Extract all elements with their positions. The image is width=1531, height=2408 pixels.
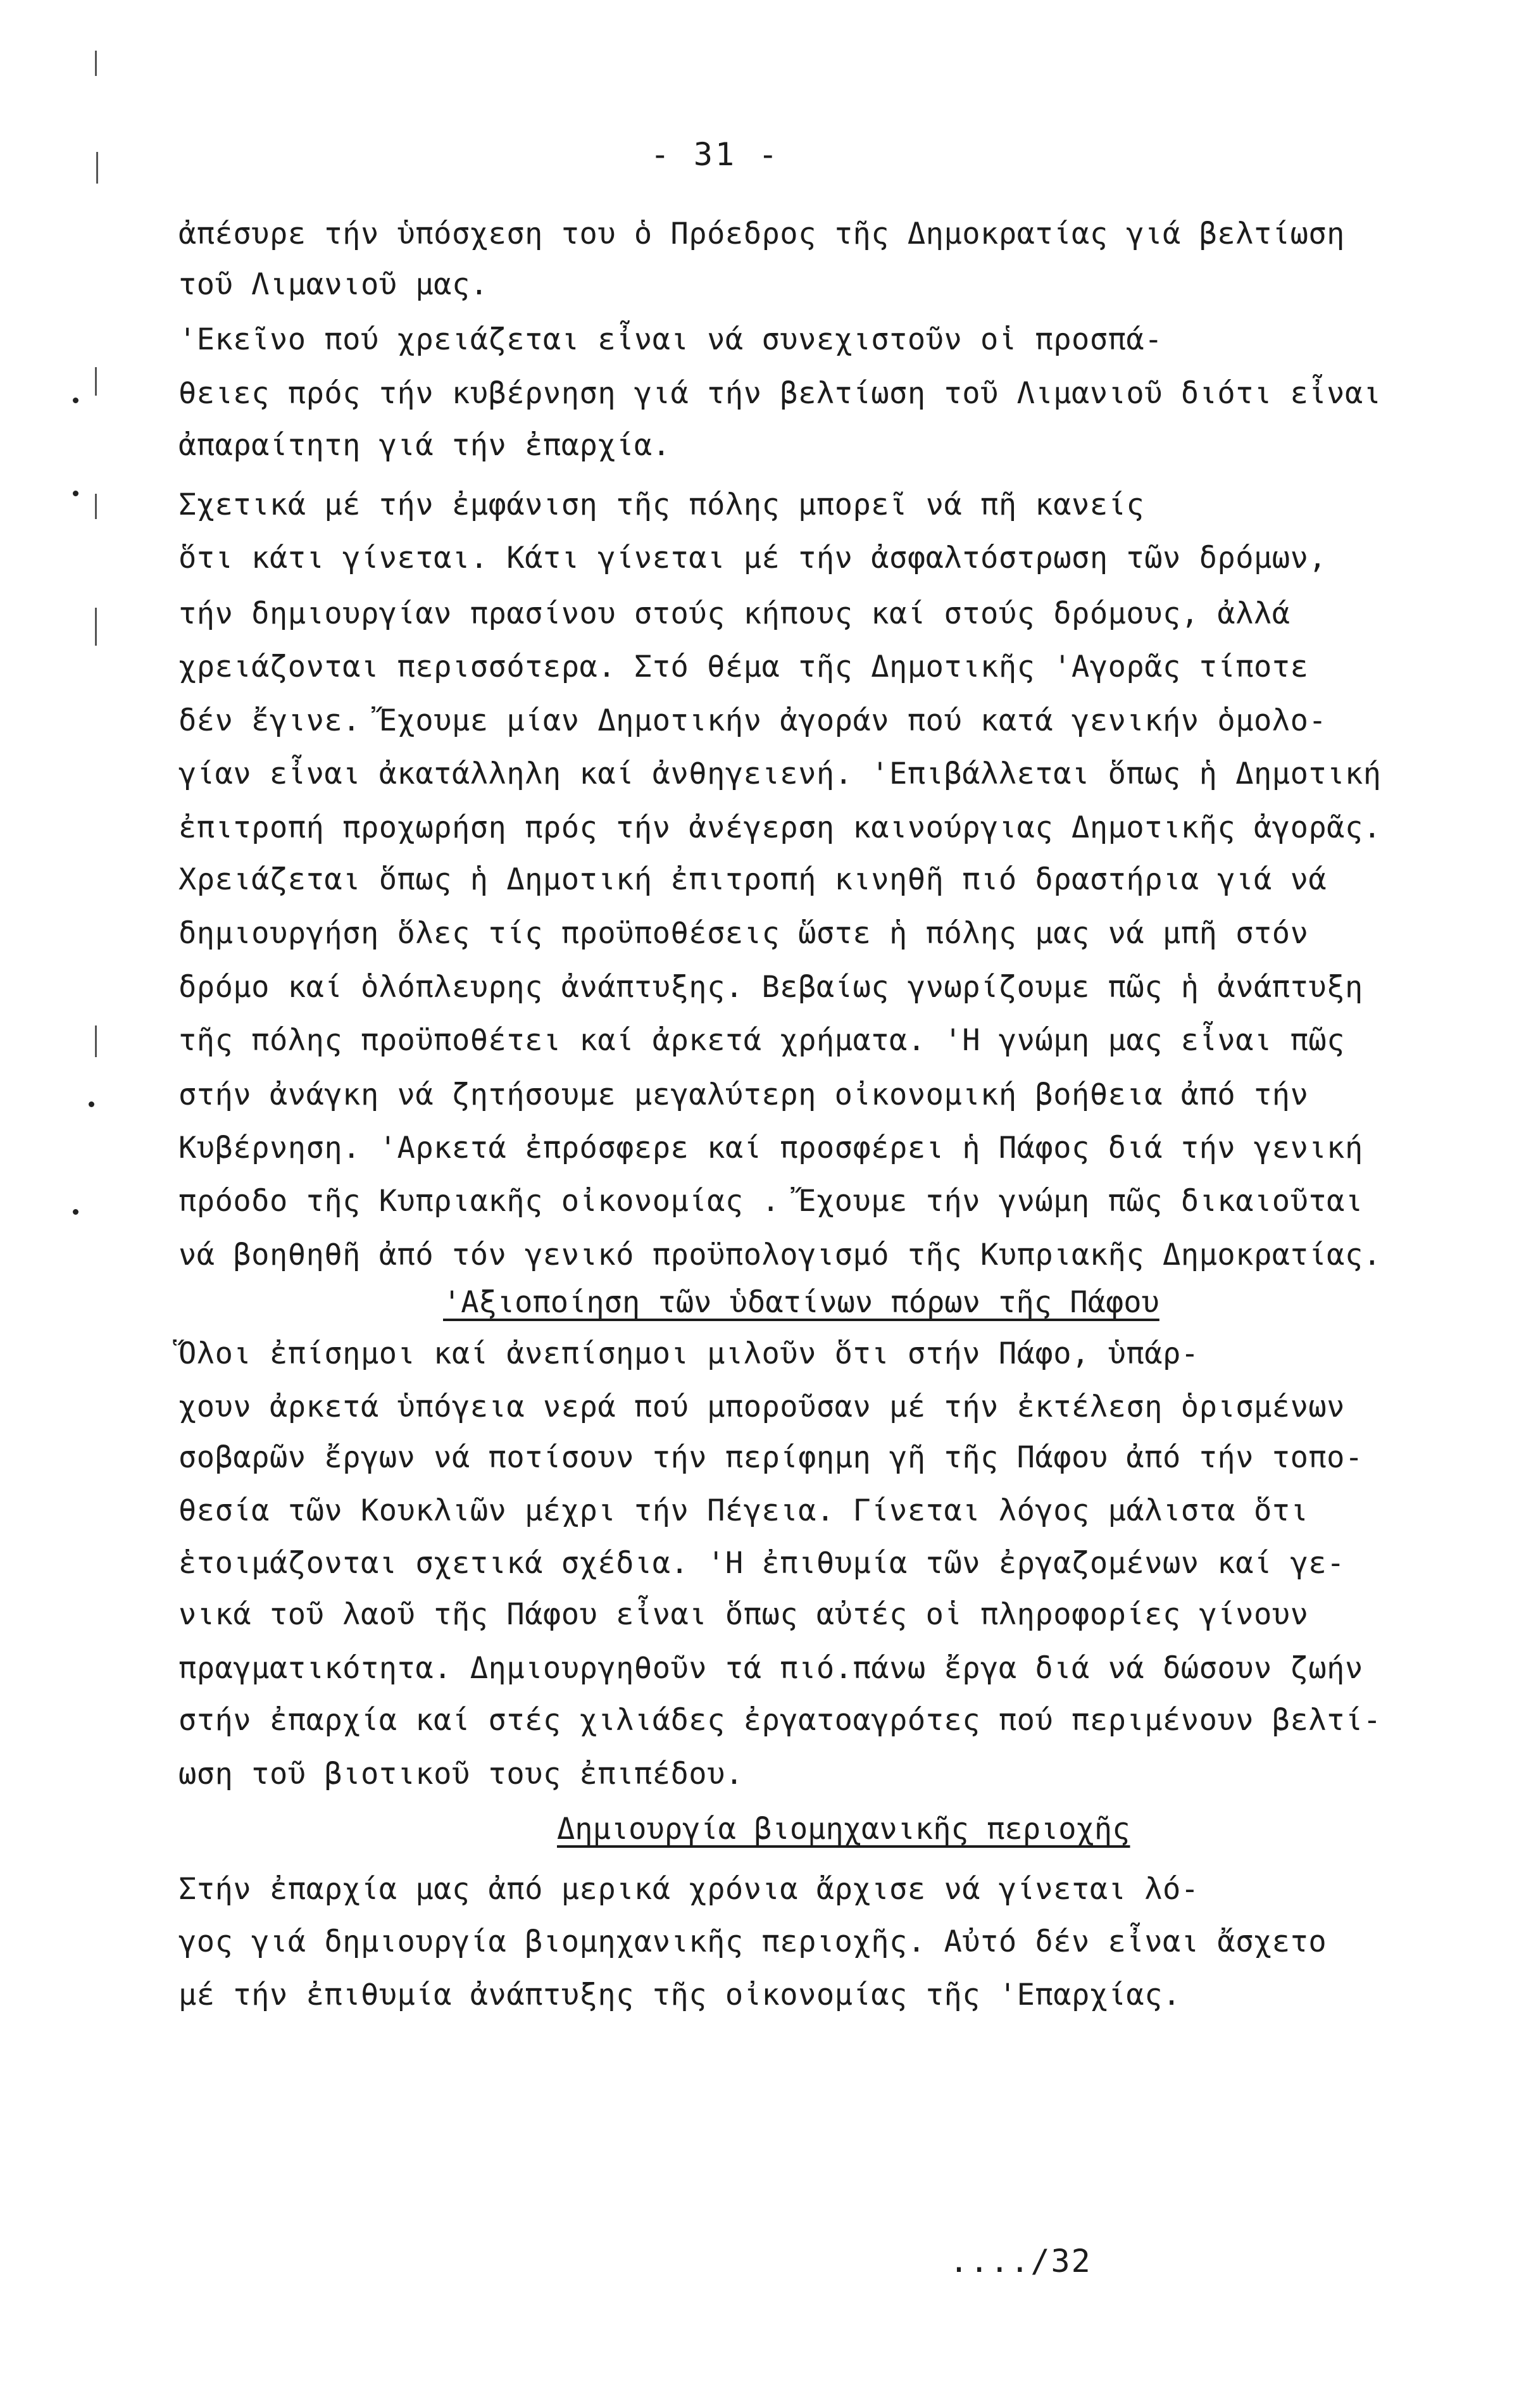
text-line: θειες πρός τήν κυβέρνηση γιά τήν βελτίωση τοῦ Λιμανιοῦ διότι εἶναι	[178, 376, 1382, 411]
text-line: στήν ἐπαρχία καί στές χιλιάδες ἐργατοαγρότες πού περιμένουν βελτί-	[178, 1703, 1382, 1738]
text-line: ὅτι κάτι γίνεται. Κάτι γίνεται μέ τήν ἀσφαλτόστρωση τῶν δρόμων,	[178, 541, 1327, 575]
text-line: ἀπέσυρε τήν ὑπόσχεση του ὁ Πρόεδρος τῆς Δημοκρατίας γιά βελτίωση	[178, 216, 1345, 251]
text-line: πρόοδο τῆς Κυπριακῆς οἰκονομίας . Ἔχουμε τήν γνώμη πῶς δικαιοῦται	[178, 1184, 1363, 1219]
scan-mark	[95, 367, 97, 396]
text-line: ἀπαραίτητη γιά τήν ἐπαρχία.	[178, 428, 671, 463]
text-line: δέν ἔγινε. Ἔχουμε μίαν Δημοτικήν ἀγοράν πού κατά γενικήν ὁμολο-	[178, 703, 1327, 738]
text-line: νικά τοῦ λαοῦ τῆς Πάφου εἶναι ὅπως αὐτές οἱ πληροφορίες γίνουν	[178, 1597, 1309, 1632]
text-line: τήν δημιουργίαν πρασίνου στούς κήπους καί στούς δρόμους, ἀλλά	[178, 596, 1290, 631]
text-line: χρειάζονται περισσότερα. Στό θέμα τῆς Δημοτικῆς 'Αγορᾶς τίποτε	[178, 649, 1309, 684]
text-line: Ὅλοι ἐπίσημοι καί ἀνεπίσημοι μιλοῦν ὅτι στήν Πάφο, ὑπάρ-	[178, 1336, 1199, 1371]
scan-mark	[95, 51, 97, 76]
scan-mark	[95, 608, 97, 646]
scan-dot	[73, 1209, 78, 1215]
text-line: δημιουργήση ὅλες τίς προϋποθέσεις ὥστε ἡ πόλης μας νά μπῆ στόν	[178, 916, 1309, 951]
text-line: θεσία τῶν Κουκλιῶν μέχρι τήν Πέγεια. Γίνεται λόγος μάλιστα ὅτι	[178, 1493, 1309, 1528]
text-line: τοῦ Λιμανιοῦ μας.	[178, 267, 489, 302]
text-line: ἐπιτροπή προχωρήση πρός τήν ἀνέγερση καινούργιας Δημοτικῆς ἀγορᾶς.	[178, 810, 1382, 845]
continuation-marker: ..../32	[949, 2243, 1092, 2279]
text-line: σοβαρῶν ἔργων νά ποτίσουν τήν περίφημη γῆ τῆς Πάφου ἀπό τήν τοπο-	[178, 1440, 1363, 1475]
text-line: νά βοηθηθῆ ἀπό τόν γενικό προϋπολογισμό τῆς Κυπριακῆς Δημοκρατίας.	[178, 1238, 1382, 1272]
text-line: χουν ἀρκετά ὑπόγεια νερά πού μποροῦσαν μέ τήν ἐκτέλεση ὁρισμένων	[178, 1389, 1345, 1424]
text-line: Στήν ἐπαρχία μας ἀπό μερικά χρόνια ἄρχισε νά γίνεται λό-	[178, 1872, 1199, 1907]
text-line: 'Εκεῖνο πού χρειάζεται εἶναι νά συνεχιστοῦν οἱ προσπά-	[178, 322, 1163, 357]
scan-mark	[96, 152, 98, 184]
text-line: ωση τοῦ βιοτικοῦ τους ἐπιπέδου.	[178, 1757, 744, 1791]
text-line: ἑτοιμάζονται σχετικά σχέδια. 'Η ἐπιθυμία τῶν ἐργαζομένων καί γε-	[178, 1546, 1345, 1581]
text-line: στήν ἀνάγκη νά ζητήσουμε μεγαλύτερη οἰκονομική βοήθεια ἀπό τήν	[178, 1077, 1309, 1112]
text-line: τῆς πόλης προϋποθέτει καί ἀρκετά χρήματα. 'Η γνώμη μας εἶναι πῶς	[178, 1023, 1345, 1058]
section-heading-water: 'Αξιοποίηση τῶν ὑδατίνων πόρων τῆς Πάφου	[443, 1285, 1159, 1320]
text-line: δρόμο καί ὁλόπλευρης ἀνάπτυξης. Βεβαίως γνωρίζουμε πῶς ἡ ἀνάπτυξη	[178, 970, 1363, 1005]
page-number: - 31 -	[650, 136, 780, 173]
text-line: μέ τήν ἐπιθυμία ἀνάπτυξης τῆς οἰκονομίας τῆς 'Επαρχίας.	[178, 1978, 1181, 2012]
text-line: Σχετικά μέ τήν ἐμφάνιση τῆς πόλης μπορεῖ νά πῆ κανείς	[178, 487, 1145, 522]
scan-dot	[73, 398, 78, 403]
text-line: γίαν εἶναι ἀκατάλληλη καί ἀνθηγειενή. 'Επιβάλλεται ὅπως ἡ Δημοτική	[178, 756, 1382, 791]
section-heading-industry: Δημιουργία βιομηχανικῆς περιοχῆς	[557, 1812, 1130, 1847]
scan-mark	[95, 494, 97, 519]
text-line: γος γιά δημιουργία βιομηχανικῆς περιοχῆς. Αὐτό δέν εἶναι ἄσχετο	[178, 1924, 1327, 1959]
scan-dot	[73, 491, 78, 496]
text-line: Κυβέρνηση. 'Αρκετά ἐπρόσφερε καί προσφέρει ἡ Πάφος διά τήν γενική	[178, 1131, 1363, 1165]
text-line: Χρειάζεται ὅπως ἡ Δημοτική ἐπιτροπή κινηθῆ πιό δραστήρια γιά νά	[178, 862, 1327, 897]
scan-mark	[95, 1025, 97, 1057]
text-line: πραγματικότητα. Δημιουργηθοῦν τά πιό.πάνω ἔργα διά νά δώσουν ζωήν	[178, 1651, 1363, 1686]
scan-dot	[89, 1101, 94, 1107]
